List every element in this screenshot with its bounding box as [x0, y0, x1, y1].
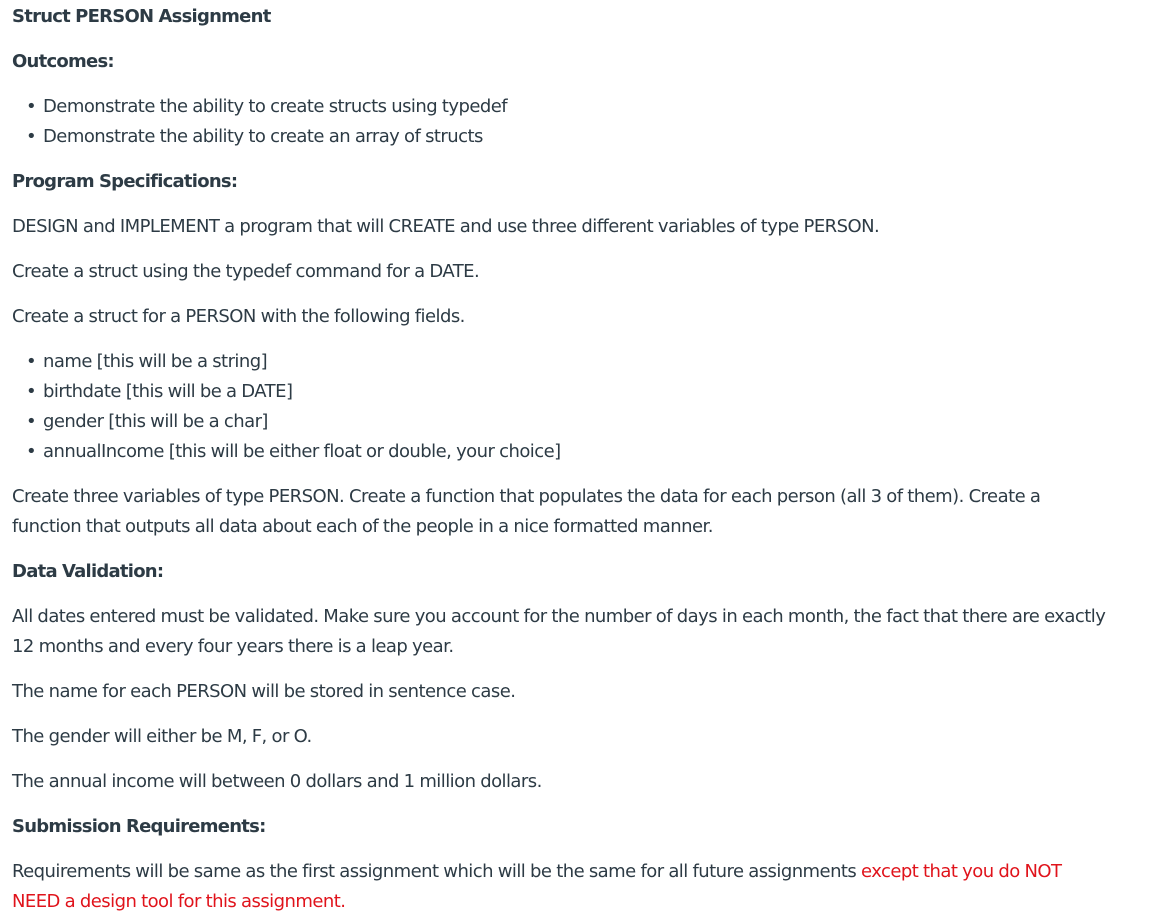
bullet-icon: • [26, 351, 37, 372]
field-text: name [this will be a string] [43, 351, 268, 372]
program-spec-paragraph: Create a struct using the typedef command for a DATE. [12, 261, 480, 282]
validation-paragraph: The name for each PERSON will be stored in sentence case. [12, 681, 516, 702]
validation-paragraph: The annual income will between 0 dollars and 1 million dollars. [12, 771, 542, 792]
bullet-icon: • [26, 411, 37, 432]
field-item [26, 437, 561, 467]
bullet-icon: • [26, 381, 37, 402]
field-item [26, 377, 293, 407]
field-item [26, 407, 268, 437]
bullet-icon: • [26, 126, 37, 147]
program-spec-heading: Program Specifications: [12, 171, 238, 192]
program-spec-paragraph: Create a struct for a PERSON with the following fields. [12, 306, 465, 327]
outcome-item [26, 122, 483, 152]
submission-text: Requirements will be same as the first assignment which will be the same for all future assignments [12, 861, 862, 882]
program-spec-paragraph: DESIGN and IMPLEMENT a program that will CREATE and use three different variables of type PERSON. [12, 216, 880, 237]
program-spec-paragraph-line: Create three variables of type PERSON. Create a function that populates the data for each person (all 3 of them). Create a [12, 486, 1041, 507]
validation-paragraph: The gender will either be M, F, or O. [12, 726, 312, 747]
submission-paragraph-line [12, 857, 1061, 887]
bullet-icon: • [26, 96, 37, 117]
outcomes-heading: Outcomes: [12, 51, 114, 72]
validation-paragraph-line: 12 months and every four years there is a leap year. [12, 636, 454, 657]
assignment-title: Struct PERSON Assignment [12, 6, 271, 27]
outcome-text: Demonstrate the ability to create an array of structs [43, 126, 483, 147]
validation-heading: Data Validation: [12, 561, 164, 582]
program-spec-paragraph-line: function that outputs all data about each of the people in a nice formatted manner. [12, 516, 713, 537]
outcome-text: Demonstrate the ability to create structs using typedef [43, 96, 508, 117]
outcome-item [26, 92, 508, 122]
submission-heading: Submission Requirements: [12, 816, 266, 837]
field-text: annualIncome [this will be either float or double, your choice] [43, 441, 561, 462]
bullet-icon: • [26, 441, 37, 462]
field-item [26, 347, 268, 377]
field-text: birthdate [this will be a DATE] [43, 381, 293, 402]
validation-paragraph-line: All dates entered must be validated. Make sure you account for the number of days in each month, the fact that there are exactly [12, 606, 1106, 627]
field-text: gender [this will be a char] [43, 411, 268, 432]
submission-highlight-line: NEED a design tool for this assignment. [12, 891, 346, 912]
submission-highlight: except that you do NOT [861, 861, 1062, 882]
